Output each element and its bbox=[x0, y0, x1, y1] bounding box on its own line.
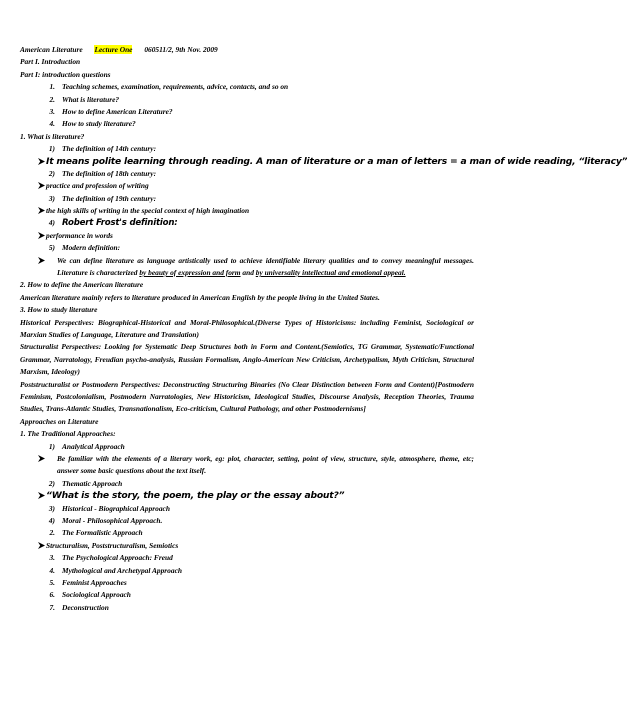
approach-item: 4. Mythological and Archetypal Approach bbox=[49, 565, 182, 575]
question-item: 4. How to study literature? bbox=[49, 119, 136, 129]
poststructuralist-perspectives: Poststructuralist or Postmodern Perspectives: Deconstructing Structuring Binaries (No Clear Distinction between Form and Content)[Postmodern Feminism, Postcolonialism, Postmodern Narratologies, New Historicism, Ideological Studies, Discourse Analysis, Reception Theories, Trauma Studies, Trans-Atlantic Studies, Transnationalism, Eco-criticism, Cultural Pathology, and other Postmodernisms] bbox=[20, 379, 474, 414]
question-item: 3. How to define American Literature? bbox=[49, 106, 173, 116]
lecture-date: 060511/2, 9th Nov. 2009 bbox=[144, 45, 218, 54]
section-1-title: 1. What is literature? bbox=[20, 131, 85, 141]
definition-bullet: performance in words bbox=[20, 230, 474, 242]
definition-item: 4) Robert Frost's definition: bbox=[48, 218, 178, 229]
part1-title: Part I. Introduction bbox=[20, 57, 81, 67]
section-2-text: American literature mainly refers to literature produced in American English by the people living in the United States. bbox=[20, 292, 380, 302]
approach-item: 3) Historical - Biographical Approach bbox=[48, 503, 170, 513]
approach-bullet: “What is the story, the poem, the play or the essay about?” bbox=[20, 490, 474, 502]
definition-bullet bbox=[20, 255, 474, 280]
document-page bbox=[20, 44, 627, 614]
definition-item: 2) The definition of 18th century: bbox=[48, 168, 157, 178]
definition-item: 3) The definition of 19th century: bbox=[48, 193, 157, 203]
approach-item: 1) Analytical Approach bbox=[48, 441, 125, 451]
approach-item: 5. Feminist Approaches bbox=[49, 577, 127, 587]
approach-item: 4) Moral - Philosophical Approach. bbox=[48, 516, 163, 526]
arrow-bullet-icon bbox=[20, 180, 46, 192]
question-item: 2. What is literature? bbox=[49, 94, 120, 104]
section-3-title: 3. How to study literature bbox=[20, 305, 98, 315]
lecture-highlight: Lecture One bbox=[94, 45, 133, 54]
definition-item: 5) Modern definition: bbox=[48, 243, 121, 253]
arrow-bullet-icon bbox=[20, 205, 46, 217]
definition-bullet: It means polite learning through reading. A man of literature or a man of letters = a man of wide reading, “literacy” bbox=[20, 156, 474, 168]
header-line bbox=[20, 44, 474, 56]
arrow-bullet-icon bbox=[20, 156, 46, 168]
approach-bullet: Be familiar with the elements of a literary work, eg: plot, character, setting, point of view, structure, style, atmosphere, theme, etc; answer some basic questions about the text itself. bbox=[20, 453, 474, 478]
definition-bullet: the high skills of writing in the special context of high imagination bbox=[20, 205, 474, 217]
historical-perspectives: Historical Perspectives: Biographical-Historical and Moral-Philosophical.(Diverse Types of Historicisms: including Feminist, Sociological or Marxian Studies of Language, Literature and Translation) bbox=[20, 317, 474, 340]
arrow-bullet-icon bbox=[20, 255, 57, 280]
arrow-bullet-icon bbox=[20, 540, 46, 552]
traditional-approaches-title: 1. The Traditional Approaches: bbox=[20, 429, 116, 439]
approach-item: 7. Deconstruction bbox=[49, 602, 109, 612]
approach-bullet: Structuralism, Poststructuralism, Semiotics bbox=[20, 540, 474, 552]
approach-item: 6. Sociological Approach bbox=[49, 590, 131, 600]
arrow-bullet-icon bbox=[20, 230, 46, 242]
approaches-title: Approaches on Literature bbox=[20, 416, 99, 426]
section-2-title: 2. How to define the American literature bbox=[20, 280, 144, 290]
structuralist-perspectives: Structuralist Perspectives: Looking for Systematic Deep Structures both in Form and Content.(Semiotics, TG Grammar, Systematic/Functional Grammar, Narratology, Freudian psycho-analysis, Russian Formalism, Anglo-American New Criticism, Archetypalism, Myth Criticism, Structural Marxism, Ideology) bbox=[20, 342, 474, 377]
question-item: 1. Teaching schemes, examination, requirements, advice, contacts, and so on bbox=[49, 82, 289, 92]
modern-definition-text: We can define literature as language artistically used to achieve identifiable literary qualities and to convey meaningful messages. Literature is characterized by beauty of expression and form and by universality intellectual and emotional appeal. bbox=[57, 255, 474, 278]
course-title: American Literature bbox=[20, 45, 83, 54]
definition-item: 1) The definition of 14th century: bbox=[48, 144, 157, 154]
arrow-bullet-icon bbox=[20, 490, 46, 502]
approach-item: 2) Thematic Approach bbox=[48, 478, 123, 488]
approach-item: 3. The Psychological Approach: Freud bbox=[49, 553, 173, 563]
arrow-bullet-icon bbox=[20, 453, 57, 478]
definition-bullet: practice and profession of writing bbox=[20, 180, 474, 192]
part1-subtitle: Part I: introduction questions bbox=[20, 69, 111, 79]
approach-item: 2. The Formalistic Approach bbox=[49, 528, 143, 538]
